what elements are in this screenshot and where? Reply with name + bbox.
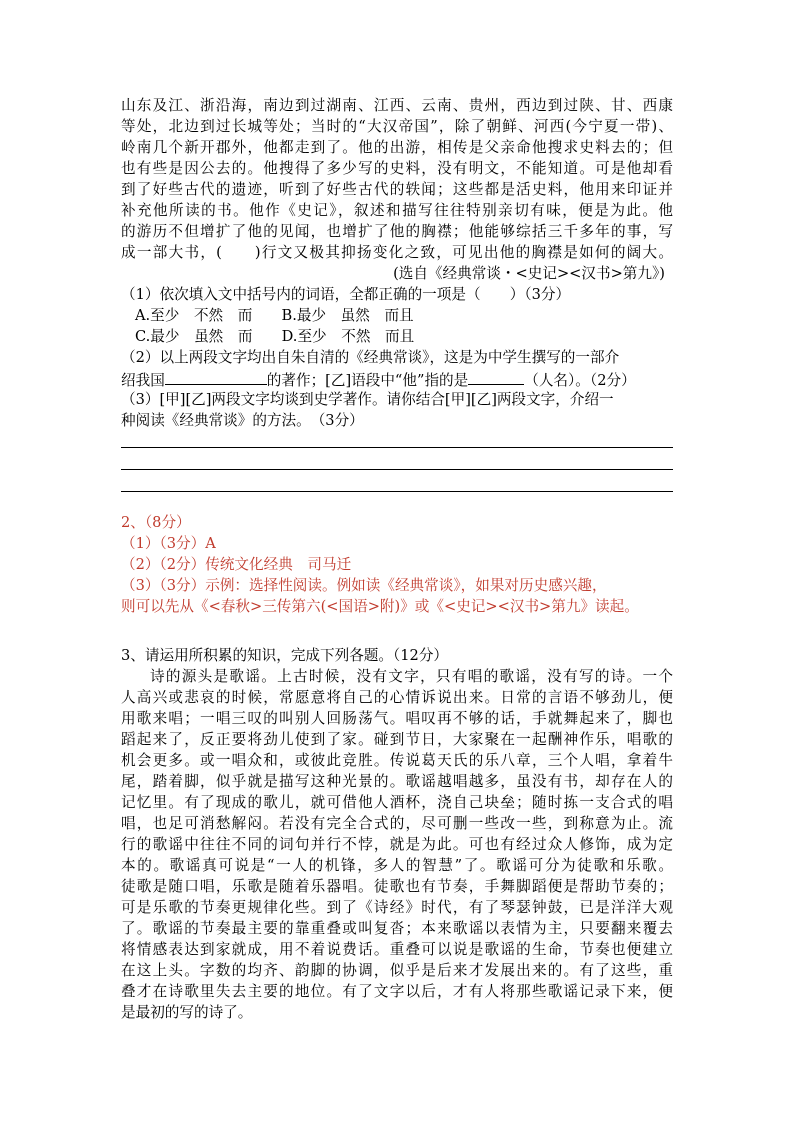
answer-blank[interactable] — [165, 368, 267, 385]
section-3-line: 尾，踏着脚，似乎就是描写这种光景的。歌谣越唱越多，虽没有书，却存在人的 — [121, 773, 673, 790]
section-3-line: 记忆里。有了现成的歌儿，就可借他人酒杯，浇自己块垒；随时拣一支合式的唱 — [121, 794, 673, 811]
question-block — [121, 284, 673, 431]
question-1-option: C.最少 虽然 而 D.至少 不然 而且 — [135, 328, 415, 345]
section-3-line: 蹈起来了，反正要将劲儿使到了家。碰到节日，大家聚在一起酬神作乐，唱歌的 — [121, 731, 673, 748]
passage-b — [121, 95, 673, 284]
q2-text-c: （人名）。（2分） — [524, 372, 636, 389]
answer-1: （1）（3分）A — [121, 535, 216, 552]
answer-blank[interactable] — [468, 368, 524, 385]
passage-line: 到了好些古代的遗迹，听到了好些古代的轶闻；这些都是活史料，他用来印证并 — [121, 181, 673, 198]
passage-line: 补充他所读的书。他作《史记》，叙述和描写往往特别亲切有味，便是为此。他 — [121, 202, 673, 219]
passage-line: 也有些是因公去的。他搜得了多少写的史料，没有明文，不能知道。可是他却看 — [121, 160, 673, 177]
answer-2: （2）（2分）传统文化经典 司马迁 — [121, 556, 352, 573]
answer-line[interactable] — [121, 470, 673, 492]
section-3-line: 机会更多。或一唱众和，或彼此竞胜。传说葛天氏的乐八章，三个人唱，拿着牛 — [121, 752, 673, 769]
answer-line[interactable] — [121, 426, 673, 448]
section-3-line: 唱，也足可消愁解闷。若没有完全合式的，尽可删一些改一些，到称意为止。流 — [121, 815, 673, 832]
section-3-line: 本的。歌谣真可说是“一人的机锋，多人的智慧”了。歌谣可分为徒歌和乐歌。 — [121, 857, 673, 874]
section-3-line: 徒歌是随口唱，乐歌是随着乐器唱。徒歌也有节奏，手舞脚蹈便是帮助节奏的； — [121, 878, 673, 895]
passage-line: 岭南几个新开郡外，他都走到了。他的出游，相传是父亲命他搜求史料去的；但 — [121, 139, 673, 156]
answer-3: （3）（3分）示例：选择性阅读。例如读《经典常谈》，如果对历史感兴趣， — [121, 577, 607, 594]
section-3-line: 用歌来唱；一唱三叹的叫别人回肠荡气。唱叹再不够的话，手就舞起来了，脚也 — [121, 710, 673, 727]
answer-3-cont: 则可以先从《<春秋>三传第六(<国语>附)》或《<史记><汉书>第九》读起。 — [121, 598, 639, 615]
question-3-cont: 种阅读《经典常谈》的方法。 （3分） — [121, 412, 364, 429]
section-3-line: 诗的源头是歌谣。上古时候，没有文字，只有唱的歌谣，没有写的诗。一个 — [150, 668, 673, 685]
section-3-line: 可是乐歌的节奏更规律化些。到了《诗经》时代，有了琴瑟钟鼓，已是洋洋大观 — [121, 899, 673, 916]
passage-line: 山东及江、浙沿海，南边到过湖南、江西、云南、贵州，西边到过陕、甘、西康 — [121, 97, 673, 114]
section-3 — [121, 645, 673, 1023]
passage-line: 等处，北边到过长城等处；当时的“大汉帝国”，除了朝鲜、河西(今宁夏一带)、 — [121, 118, 673, 135]
section-3-line: 行的歌谣中往往不同的词句并行不悖，就是为此。可也有经过众人修饰，成为定 — [121, 836, 673, 853]
section-3-heading: 3、请运用所积累的知识，完成下列各题。（12分） — [121, 647, 449, 664]
question-2: （2）以上两段文字均出自朱自清的《经典常谈》，这是为中学生撰写的一部介 — [121, 349, 620, 366]
question-1-option: A.至少 不然 而 B.最少 虽然 而且 — [135, 307, 414, 324]
passage-source: (选自《经典常谈・<史记><汉书>第九》) — [393, 265, 665, 282]
answer-key — [121, 512, 673, 617]
passage-line: 成一部大书，( )行文又极其抑扬变化之致，可见出他的胸襟是如何的阔大。 — [121, 244, 673, 261]
answer-line[interactable] — [121, 448, 673, 470]
q2-text-a: 绍我国 — [121, 372, 165, 389]
question-2-cont — [121, 368, 673, 389]
section-3-line: 叠才在诗歌里失去主要的地位。有了文字以后，才有人将那些歌谣记录下来，便 — [121, 983, 673, 1000]
passage-line: 的游历不但增扩了他的见闻，也增扩了他的胸襟；他能够综括三千多年的事，写 — [121, 223, 673, 240]
question-3: （3）[甲][乙]两段文字均谈到史学著作。请你结合[甲][乙]两段文字，介绍一 — [121, 391, 614, 408]
q2-text-b: 的著作；[乙]语段中“他”指的是 — [266, 372, 469, 389]
question-1: （1）依次填入文中括号内的词语，全都正确的一项是（ ）（3分） — [121, 286, 571, 303]
section-3-line: 人高兴或悲哀的时候，常愿意将自己的心情诉说出来。日常的言语不够劲儿，便 — [121, 689, 673, 706]
section-3-line: 在这上头。字数的均齐、韵脚的协调，似乎是后来才发展出来的。有了这些，重 — [121, 962, 673, 979]
answer-heading: 2、（8分） — [121, 514, 191, 531]
section-3-line: 将情感表达到家就成，用不着说费话。重叠可以说是歌谣的生命，节奏也便建立 — [121, 941, 673, 958]
section-3-line: 了。歌谣的节奏最主要的靠重叠或叫复沓；本来歌谣以表情为主，只要翻来覆去 — [121, 920, 673, 937]
section-3-line: 是最初的写的诗了。 — [121, 1004, 253, 1021]
answer-lines — [121, 426, 673, 492]
